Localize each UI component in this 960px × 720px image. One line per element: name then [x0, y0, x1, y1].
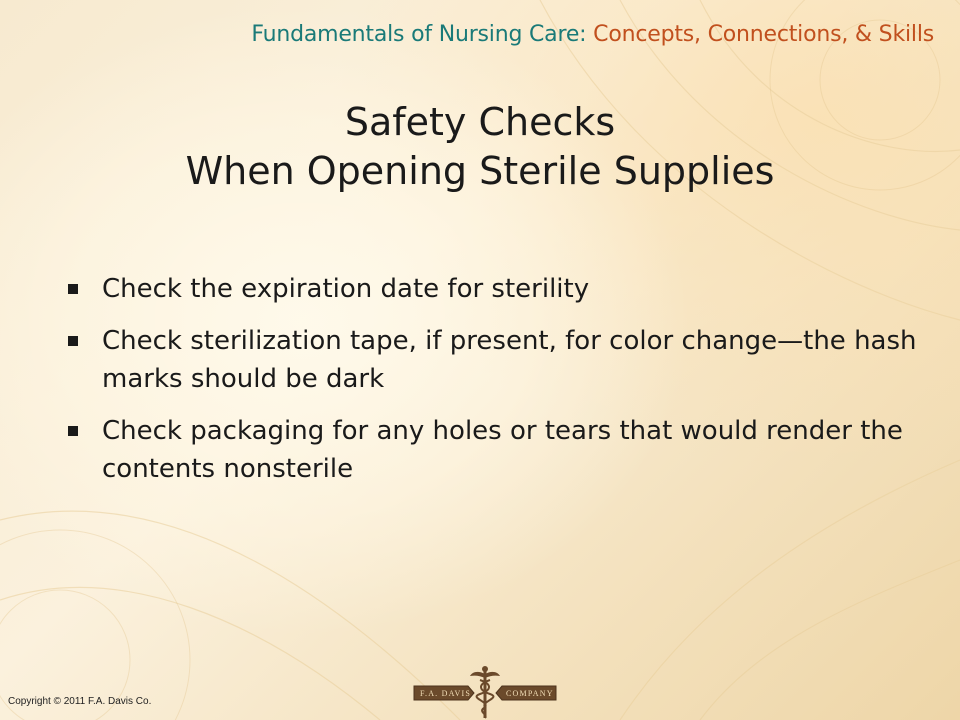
slide-title-line1: Safety Checks — [344, 100, 616, 144]
copyright-notice: Copyright © 2011 F.A. Davis Co. — [8, 696, 152, 707]
square-bullet-icon — [68, 284, 78, 294]
slide-title — [0, 98, 960, 196]
caduceus-logo-icon — [410, 664, 560, 720]
bullet-item — [68, 322, 928, 398]
bullet-text: Check the expiration date for sterility — [102, 274, 590, 304]
logo-left-text: F.A. DAVIS — [420, 689, 471, 698]
bullet-text: Check sterilization tape, if present, for color change—the hash marks should be dark — [102, 326, 917, 394]
square-bullet-icon — [68, 426, 78, 436]
slide-title-line2: When Opening Sterile Supplies — [185, 149, 775, 193]
bullet-list — [68, 270, 928, 502]
header-title-part2: Concepts, Connections, & Skills — [593, 22, 934, 47]
logo-right-text: COMPANY — [506, 689, 554, 698]
bullet-item — [68, 412, 928, 488]
square-bullet-icon — [68, 336, 78, 346]
bullet-text: Check packaging for any holes or tears that would render the contents nonsterile — [102, 416, 903, 484]
course-header — [251, 22, 934, 47]
bullet-item — [68, 270, 928, 308]
header-title-part1: Fundamentals of Nursing Care: — [251, 22, 587, 47]
